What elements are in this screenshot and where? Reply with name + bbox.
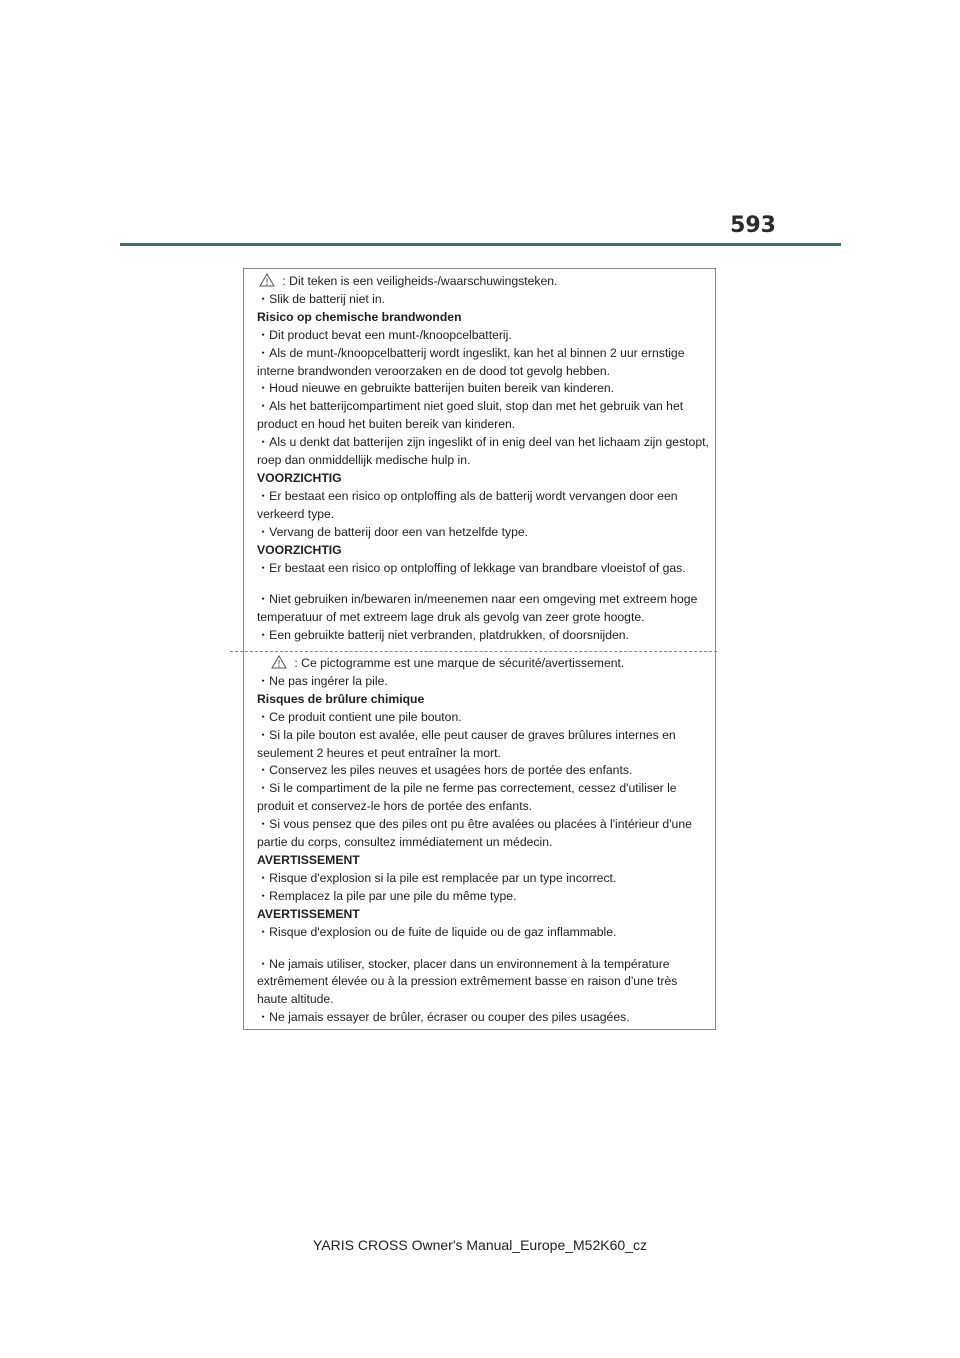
list-item: ・Er bestaat een risico op ontploffing of lekkage van brandbare vloeistof of gas. bbox=[257, 560, 686, 575]
list-item: ・Niet gebruiken in/bewaren in/meenemen naar een omgeving met extreem hoge temperatuur of met extreem lage druk als gevolg van zeer grote hoogte. bbox=[257, 592, 698, 625]
list-item: ・Een gebruikte batterij niet verbranden, platdrukken, of doorsnijden. bbox=[257, 628, 629, 643]
page-number: 593 bbox=[730, 213, 776, 238]
list-item: ・Ce produit contient une pile bouton. bbox=[257, 709, 462, 724]
section-heading: Risques de brûlure chimique bbox=[257, 691, 425, 706]
warning-heading: AVERTISSEMENT bbox=[257, 906, 360, 921]
french-section bbox=[257, 655, 709, 1027]
list-item: ・Ne pas ingérer la pile. bbox=[257, 673, 388, 688]
list-item: ・Slik de batterij niet in. bbox=[257, 291, 386, 306]
warning-heading: AVERTISSEMENT bbox=[257, 852, 360, 867]
list-item: ・Si la pile bouton est avalée, elle peut causer de graves brûlures internes en seulement 2 heures et peut entraîner la mort. bbox=[257, 727, 676, 760]
caution-heading: VOORZICHTIG bbox=[257, 542, 342, 557]
list-item: ・Als de munt-/knoopcelbatterij wordt ingeslikt, kan het al binnen 2 uur ernstige interne brandwonden veroorzaken en de dood tot gevolg hebben. bbox=[257, 345, 685, 378]
footer-text: YARIS CROSS Owner's Manual_Europe_M52K60_cz bbox=[313, 1237, 647, 1253]
list-item: ・Als het batterijcompartiment niet goed sluit, stop dan met het gebruik van het product en houd het buiten bereik van kinderen. bbox=[257, 399, 684, 432]
dutch-section bbox=[257, 273, 709, 645]
section-heading: Risico op chemische brandwonden bbox=[257, 309, 462, 324]
list-item: ・Er bestaat een risico op ontploffing als de batterij wordt vervangen door een verkeerd type. bbox=[257, 488, 678, 521]
list-item: ・Si vous pensez que des piles ont pu être avalées ou placées à l'intérieur d'une partie du corps, consultez immédiatement un médecin. bbox=[257, 817, 692, 850]
list-item: ・Houd nieuwe en gebruikte batterijen buiten bereik van kinderen. bbox=[257, 381, 615, 396]
warning-triangle-icon bbox=[259, 273, 275, 287]
list-item: ・Remplacez la pile par une pile du même type. bbox=[257, 888, 517, 903]
section-divider bbox=[230, 651, 717, 652]
symbol-description: : Ce pictogramme est une marque de sécurité/avertissement. bbox=[291, 656, 625, 670]
symbol-line bbox=[257, 655, 709, 673]
symbol-line bbox=[257, 273, 709, 291]
list-item: ・Si le compartiment de la pile ne ferme pas correctement, cessez d'utiliser le produit et conservez-le hors de portée des enfants. bbox=[257, 781, 677, 814]
list-item: ・Dit product bevat een munt-/knoopcelbatterij. bbox=[257, 327, 512, 342]
list-item: ・Ne jamais utiliser, stocker, placer dans un environnement à la température extrêmement élevée ou à la pression extrêmement basse en raison d'une très haute altitude. bbox=[257, 956, 678, 1007]
notice-box bbox=[243, 268, 716, 1030]
warning-triangle-icon bbox=[271, 655, 287, 669]
list-item: ・Ne jamais essayer de brûler, écraser ou couper des piles usagées. bbox=[257, 1010, 630, 1025]
list-item: ・Risque d'explosion ou de fuite de liquide ou de gaz inflammable. bbox=[257, 924, 617, 939]
list-item: ・Conservez les piles neuves et usagées hors de portée des enfants. bbox=[257, 763, 633, 778]
caution-heading: VOORZICHTIG bbox=[257, 470, 342, 485]
list-item: ・Vervang de batterij door een van hetzelfde type. bbox=[257, 524, 529, 539]
symbol-description: : Dit teken is een veiligheids-/waarschuwingsteken. bbox=[279, 274, 558, 288]
list-item: ・Als u denkt dat batterijen zijn ingeslikt of in enig deel van het lichaam zijn gestopt, roep dan onmiddellijk medische hulp in. bbox=[257, 435, 709, 468]
list-item: ・Risque d'explosion si la pile est remplacée par un type incorrect. bbox=[257, 870, 617, 885]
header-rule bbox=[120, 243, 841, 246]
